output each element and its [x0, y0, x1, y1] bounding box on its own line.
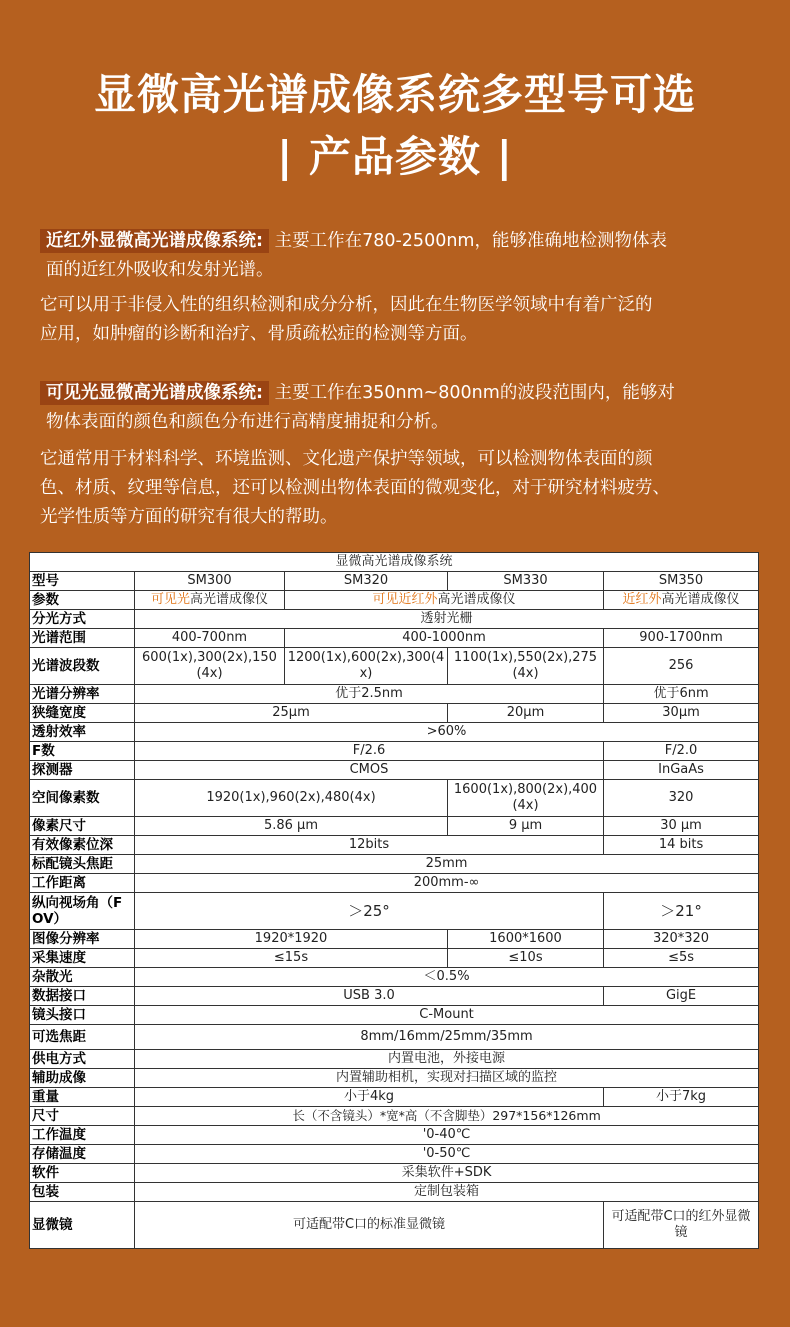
table-cell: 内置辅助相机，实现对扫描区域的监控	[135, 1069, 759, 1088]
table-row	[30, 648, 759, 685]
row-label: 显微镜	[30, 1202, 135, 1249]
row-label: 工作距离	[30, 874, 135, 893]
table-row	[30, 723, 759, 742]
model-cell: SM350	[604, 572, 759, 591]
row-label: 工作温度	[30, 1126, 135, 1145]
row-label: 透射效率	[30, 723, 135, 742]
table-cell: 25μm	[135, 704, 448, 723]
param-text: 高光谱成像仪	[190, 592, 269, 607]
table-row	[30, 968, 759, 987]
table-cell: 12bits	[135, 836, 604, 855]
table-cell: CMOS	[135, 761, 604, 780]
table-row	[30, 742, 759, 761]
vis-detail2: 色、材质、纹理等信息，还可以检测出物体表面的微观变化，对于研究材料疲劳、	[40, 478, 670, 498]
table-cell: 1600(1x),800(2x),400(4x)	[448, 780, 604, 817]
row-label: 供电方式	[30, 1050, 135, 1069]
nir-detail1: 它可以用于非侵入性的组织检测和成分分析，因此在生物医学领域中有着广泛的	[40, 295, 653, 315]
model-cell: SM320	[285, 572, 448, 591]
table-caption: 显微高光谱成像系统	[30, 553, 759, 572]
table-cell: 320	[604, 780, 759, 817]
table-row	[30, 949, 759, 968]
table-row	[30, 1107, 759, 1126]
table-cell: 优于6nm	[604, 685, 759, 704]
row-label: 参数	[30, 591, 135, 610]
table-cell: 8mm/16mm/25mm/35mm	[135, 1025, 759, 1050]
row-label: 狭缝宽度	[30, 704, 135, 723]
table-cell: GigE	[604, 987, 759, 1006]
table-cell: USB 3.0	[135, 987, 604, 1006]
table-cell: '0-50℃	[135, 1145, 759, 1164]
table-row	[30, 987, 759, 1006]
param-cell	[135, 591, 285, 610]
page-title: 显微高光谱成像系统多型号可选	[93, 70, 696, 119]
table-cell: F/2.0	[604, 742, 759, 761]
table-cell: ≤15s	[135, 949, 448, 968]
vis-detail	[40, 445, 760, 532]
vis-detail3: 光学性质等方面的研究有很大的帮助。	[40, 507, 338, 527]
row-label: 可选焦距	[30, 1025, 135, 1050]
table-cell: 长（不含镜头）*宽*高（不含脚垫）297*156*126mm	[135, 1107, 759, 1126]
row-label: 杂散光	[30, 968, 135, 987]
table-row	[30, 629, 759, 648]
table-cell: 1200(1x),600(2x),300(4x)	[285, 648, 448, 685]
table-cell: 14 bits	[604, 836, 759, 855]
nir-tag: 近红外显微高光谱成像系统:	[40, 229, 269, 253]
table-cell: ≤5s	[604, 949, 759, 968]
row-label: 尺寸	[30, 1107, 135, 1126]
table-cell: 可适配带C口的标准显微镜	[135, 1202, 604, 1249]
table-row	[30, 572, 759, 591]
table-row	[30, 1126, 759, 1145]
row-label: 辅助成像	[30, 1069, 135, 1088]
row-label: 图像分辨率	[30, 930, 135, 949]
row-label: 重量	[30, 1088, 135, 1107]
table-cell: ≤10s	[448, 949, 604, 968]
nir-text2: 面的近红外吸收和发射光谱。	[46, 260, 274, 280]
row-label: 采集速度	[30, 949, 135, 968]
table-row	[30, 1050, 759, 1069]
table-cell: ＞25°	[135, 893, 604, 930]
table-row	[30, 1164, 759, 1183]
row-label: 空间像素数	[30, 780, 135, 817]
table-row	[30, 930, 759, 949]
table-row	[30, 704, 759, 723]
page-subtitle: | 产品参数 |	[277, 132, 513, 181]
row-label: 镜头接口	[30, 1006, 135, 1025]
table-cell: 优于2.5nm	[135, 685, 604, 704]
table-cell: 200mm-∞	[135, 874, 759, 893]
row-label: 光谱范围	[30, 629, 135, 648]
model-cell: SM300	[135, 572, 285, 591]
table-cell: InGaAs	[604, 761, 759, 780]
table-row	[30, 591, 759, 610]
row-label: 像素尺寸	[30, 817, 135, 836]
table-cell: 透射光栅	[135, 610, 759, 629]
table-cell: 定制包装箱	[135, 1183, 759, 1202]
table-cell: C-Mount	[135, 1006, 759, 1025]
table-cell: 1920(1x),960(2x),480(4x)	[135, 780, 448, 817]
table-cell: 可适配带C口的红外显微镜	[604, 1202, 759, 1249]
table-cell: 1600*1600	[448, 930, 604, 949]
table-cell: 600(1x),300(2x),150(4x)	[135, 648, 285, 685]
vis-text2: 物体表面的颜色和颜色分布进行高精度捕捉和分析。	[46, 412, 449, 432]
param-highlight: 近红外	[622, 592, 662, 607]
table-row	[30, 553, 759, 572]
row-label: 软件	[30, 1164, 135, 1183]
row-label: 分光方式	[30, 610, 135, 629]
table-row	[30, 1183, 759, 1202]
nir-detail	[40, 291, 760, 349]
table-cell: >60%	[135, 723, 759, 742]
table-cell: '0-40℃	[135, 1126, 759, 1145]
table-cell: 400-700nm	[135, 629, 285, 648]
param-cell	[285, 591, 604, 610]
param-cell	[604, 591, 759, 610]
vis-text1: 主要工作在350nm~800nm的波段范围内，能够对	[274, 383, 675, 403]
table-cell: 20μm	[448, 704, 604, 723]
table-cell: 30 μm	[604, 817, 759, 836]
table-cell: 1100(1x),550(2x),275(4x)	[448, 648, 604, 685]
param-text: 高光谱成像仪	[437, 592, 516, 607]
param-highlight: 可见近红外	[372, 592, 438, 607]
vis-detail1: 它通常用于材料科学、环境监测、文化遗产保护等领域，可以检测物体表面的颜	[40, 449, 653, 469]
table-row	[30, 1088, 759, 1107]
table-row	[30, 893, 759, 930]
model-cell: SM330	[448, 572, 604, 591]
table-row	[30, 1025, 759, 1050]
table-row	[30, 855, 759, 874]
row-label: 包装	[30, 1183, 135, 1202]
table-row	[30, 1006, 759, 1025]
row-label: 探测器	[30, 761, 135, 780]
table-cell: 900-1700nm	[604, 629, 759, 648]
table-cell: ＜0.5%	[135, 968, 759, 987]
vis-tag: 可见光显微高光谱成像系统:	[40, 381, 269, 405]
param-text: 高光谱成像仪	[661, 592, 740, 607]
row-label: 标配镜头焦距	[30, 855, 135, 874]
row-label: 数据接口	[30, 987, 135, 1006]
table-cell: 400-1000nm	[285, 629, 604, 648]
table-row	[30, 1145, 759, 1164]
nir-detail2: 应用，如肿瘤的诊断和治疗、骨质疏松症的检测等方面。	[40, 324, 478, 344]
spec-table	[29, 552, 759, 1249]
table-cell: 9 μm	[448, 817, 604, 836]
table-cell: 25mm	[135, 855, 759, 874]
table-row	[30, 761, 759, 780]
table-cell: 5.86 μm	[135, 817, 448, 836]
row-label: 型号	[30, 572, 135, 591]
table-cell: 256	[604, 648, 759, 685]
table-cell: 采集软件+SDK	[135, 1164, 759, 1183]
table-cell: 1920*1920	[135, 930, 448, 949]
row-label: 有效像素位深	[30, 836, 135, 855]
param-highlight: 可见光	[150, 592, 190, 607]
table-row	[30, 780, 759, 817]
table-cell: ＞21°	[604, 893, 759, 930]
table-row	[30, 817, 759, 836]
table-cell: 小于4kg	[135, 1088, 604, 1107]
row-label: 光谱分辨率	[30, 685, 135, 704]
table-row	[30, 610, 759, 629]
table-row	[30, 836, 759, 855]
table-row	[30, 1069, 759, 1088]
nir-text1: 主要工作在780-2500nm，能够准确地检测物体表	[274, 231, 667, 251]
table-cell: F/2.6	[135, 742, 604, 761]
row-label: 光谱波段数	[30, 648, 135, 685]
table-cell: 内置电池，外接电源	[135, 1050, 759, 1069]
table-row	[30, 874, 759, 893]
vis-intro	[40, 379, 760, 437]
row-label: 存储温度	[30, 1145, 135, 1164]
row-label: 纵向视场角（FOV）	[30, 893, 135, 930]
table-row	[30, 685, 759, 704]
table-cell: 小于7kg	[604, 1088, 759, 1107]
row-label: F数	[30, 742, 135, 761]
table-row	[30, 1202, 759, 1249]
nir-intro	[40, 227, 760, 285]
table-cell: 320*320	[604, 930, 759, 949]
table-cell: 30μm	[604, 704, 759, 723]
